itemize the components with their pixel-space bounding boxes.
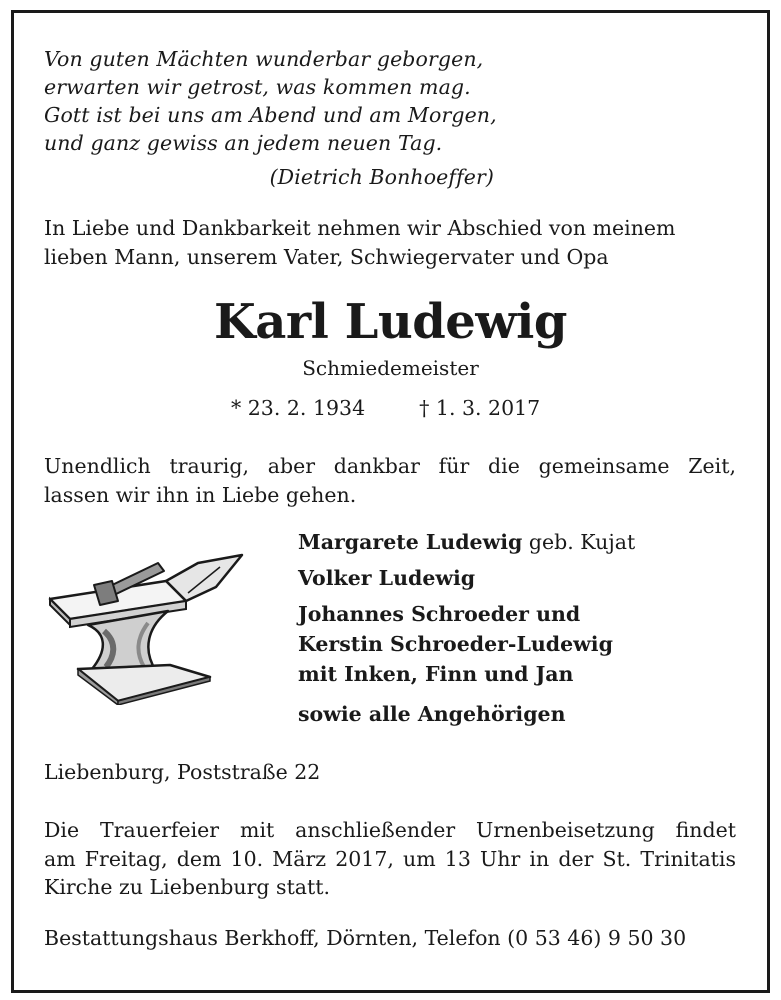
mourning-text [44,452,736,510]
poem-line: Gott ist bei uns am Abend und am Morgen, [44,103,497,127]
death-date: † 1. 3. 2017 [419,396,541,420]
family-member: mit Inken, Finn und Jan [298,662,574,686]
ceremony-line: Kirche zu Liebenburg statt. [44,875,331,899]
family-member [298,527,635,557]
poem-line: und ganz gewiss an jedem neuen Tag. [44,131,443,155]
funeral-home: Bestattungshaus Berkhoff, Dörnten, Telefon (0 53 46) 9 50 30 [44,926,687,950]
ceremony-line: Die Trauerfeier mit anschließender Urnenbeisetzung findet [44,818,736,842]
intro-line: lieben Mann, unserem Vater, Schwiegervater und Opa [44,244,609,269]
deceased-name: Karl Ludewig [214,294,567,350]
poem-author: (Dietrich Bonhoeffer) [269,165,494,189]
anvil-icon [48,553,244,705]
family-member: Johannes Schroeder und [298,602,581,626]
ceremony-text [44,816,736,902]
deceased-profession: Schmiedemeister [302,356,479,380]
family-member: sowie alle Angehörigen [298,702,566,726]
intro-line: In Liebe und Dankbarkeit nehmen wir Abschied von meinem [44,216,676,240]
poem-line: erwarten wir getrost, was kommen mag. [44,75,471,99]
intro-text [44,214,736,271]
wife-name: Margarete Ludewig [298,530,523,554]
poem-line: Von guten Mächten wunderbar geborgen, [44,47,484,71]
life-dates [231,396,540,420]
birth-date: * 23. 2. 1934 [231,396,366,420]
mourning-line: Unendlich traurig, aber dankbar für die gemeinsame Zeit, [44,454,736,478]
ceremony-line: am Freitag, dem 10. März 2017, um 13 Uhr in der St. Trinitatis [44,846,736,871]
family-member: Volker Ludewig [298,566,476,590]
family-member: Kerstin Schroeder-Ludewig [298,632,613,656]
poem [44,45,497,157]
address: Liebenburg, Poststraße 22 [44,760,321,784]
mourning-line: lassen wir ihn in Liebe gehen. [44,483,357,507]
wife-maiden-name: geb. Kujat [528,530,636,554]
